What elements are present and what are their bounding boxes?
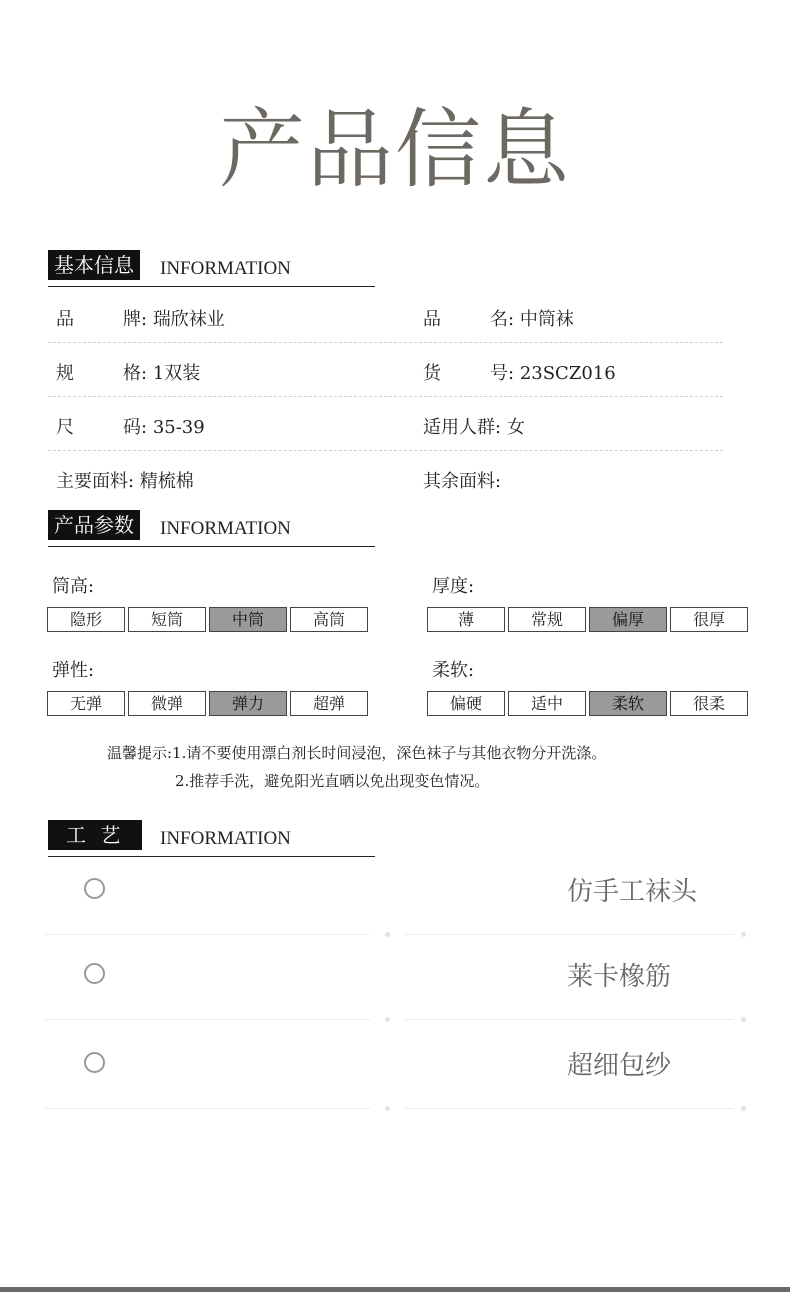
thickness-label: 厚度:	[432, 576, 475, 597]
section-tag-params: 产品参数	[48, 510, 140, 540]
elasticity-option[interactable]: 超弹	[290, 691, 368, 716]
brand-label-a: 品	[56, 309, 74, 330]
main-material-label: 主要面料	[56, 471, 128, 492]
info-row-spec-sku	[48, 343, 723, 397]
craft-divider-dot	[741, 1106, 746, 1111]
softness-option[interactable]: 偏硬	[427, 691, 505, 716]
craft-divider-dot	[385, 1017, 390, 1022]
softness-option[interactable]: 很柔	[670, 691, 748, 716]
sku-label-a: 货	[423, 363, 441, 384]
craft-item-label: 莱卡橡筋	[567, 962, 672, 992]
brand-label-b: 牌	[123, 309, 141, 330]
section-en-basic: INFORMATION	[160, 258, 291, 279]
radio-circle-icon[interactable]	[84, 963, 105, 984]
section-header-basic	[48, 250, 375, 287]
audience-label: 适用人群	[423, 417, 495, 438]
colon: :	[128, 471, 135, 492]
craft-divider-right	[404, 1108, 734, 1109]
softness-label: 柔软:	[432, 660, 475, 681]
info-row-size-audience	[48, 397, 723, 451]
info-audience	[423, 413, 525, 439]
craft-divider-left	[44, 1019, 370, 1020]
spec-value: 1双装	[152, 363, 201, 384]
info-product-name	[423, 305, 574, 331]
tube-height-option[interactable]: 高筒	[290, 607, 368, 632]
info-brand	[56, 305, 225, 331]
elasticity-option[interactable]: 微弹	[128, 691, 206, 716]
tube-height-label: 筒高:	[52, 576, 95, 597]
info-spec	[56, 359, 200, 385]
info-other-material	[423, 467, 501, 493]
section-tag-basic: 基本信息	[48, 250, 140, 280]
sku-value: 23SCZ016	[519, 363, 616, 384]
softness-option-selected[interactable]: 柔软	[589, 691, 667, 716]
colon: :	[495, 471, 502, 492]
audience-value: 女	[506, 417, 525, 438]
tube-height-option[interactable]: 短筒	[128, 607, 206, 632]
craft-divider-dot	[741, 1017, 746, 1022]
craft-divider-right	[404, 934, 734, 935]
craft-item	[44, 1029, 748, 1109]
info-row-brand-name	[48, 289, 723, 343]
section-en-params: INFORMATION	[160, 518, 291, 539]
product-name-value: 中筒袜	[519, 309, 574, 330]
other-material-label: 其余面料	[423, 471, 495, 492]
tube-height-option-selected[interactable]: 中筒	[209, 607, 287, 632]
name-label-a: 品	[423, 309, 441, 330]
colon: :	[495, 417, 502, 438]
page-title: 产品信息	[219, 100, 571, 200]
elasticity-option-selected[interactable]: 弹力	[209, 691, 287, 716]
elasticity-option[interactable]: 无弹	[47, 691, 125, 716]
spec-label-b: 格	[123, 363, 141, 384]
section-en-craft: INFORMATION	[160, 828, 291, 849]
tip-line-2: 2.推荐手洗，避免阳光直晒以免出现变色情况。	[175, 772, 490, 790]
thickness-option[interactable]: 常规	[508, 607, 586, 632]
colon: :	[141, 309, 148, 330]
size-label-b: 码	[123, 417, 141, 438]
section-header-craft	[48, 820, 375, 857]
main-material-value: 精梳棉	[139, 471, 194, 492]
colon: :	[141, 363, 148, 384]
craft-divider-left	[44, 934, 370, 935]
radio-circle-icon[interactable]	[84, 878, 105, 899]
name-label-b: 名	[490, 309, 508, 330]
craft-item	[44, 855, 748, 935]
craft-divider-left	[44, 1108, 370, 1109]
section-tag-craft: 工 艺	[48, 820, 142, 850]
bottom-bar	[0, 1287, 790, 1292]
craft-divider-dot	[385, 932, 390, 937]
info-row-materials	[48, 451, 723, 504]
colon: :	[508, 309, 515, 330]
brand-value: 瑞欣袜业	[152, 309, 225, 330]
tip-line-1: 温馨提示:1.请不要使用漂白剂长时间浸泡，深色袜子与其他衣物分开洗涤。	[107, 744, 607, 762]
section-header-params	[48, 510, 375, 547]
craft-divider-dot	[385, 1106, 390, 1111]
craft-item-label: 超细包纱	[567, 1051, 672, 1081]
thickness-option[interactable]: 薄	[427, 607, 505, 632]
size-label-a: 尺	[56, 417, 74, 438]
craft-item	[44, 940, 748, 1020]
tube-height-option[interactable]: 隐形	[47, 607, 125, 632]
radio-circle-icon[interactable]	[84, 1052, 105, 1073]
craft-item-label: 仿手工袜头	[567, 877, 698, 907]
sku-label-b: 号	[490, 363, 508, 384]
info-size	[56, 413, 205, 439]
spec-label-a: 规	[56, 363, 74, 384]
thickness-option-selected[interactable]: 偏厚	[589, 607, 667, 632]
craft-divider-right	[404, 1019, 734, 1020]
info-sku	[423, 359, 616, 385]
softness-option[interactable]: 适中	[508, 691, 586, 716]
colon: :	[141, 417, 148, 438]
craft-divider-dot	[741, 932, 746, 937]
thickness-option[interactable]: 很厚	[670, 607, 748, 632]
elasticity-label: 弹性:	[52, 660, 95, 681]
colon: :	[508, 363, 515, 384]
info-main-material	[56, 467, 194, 493]
size-value: 35-39	[152, 417, 205, 438]
